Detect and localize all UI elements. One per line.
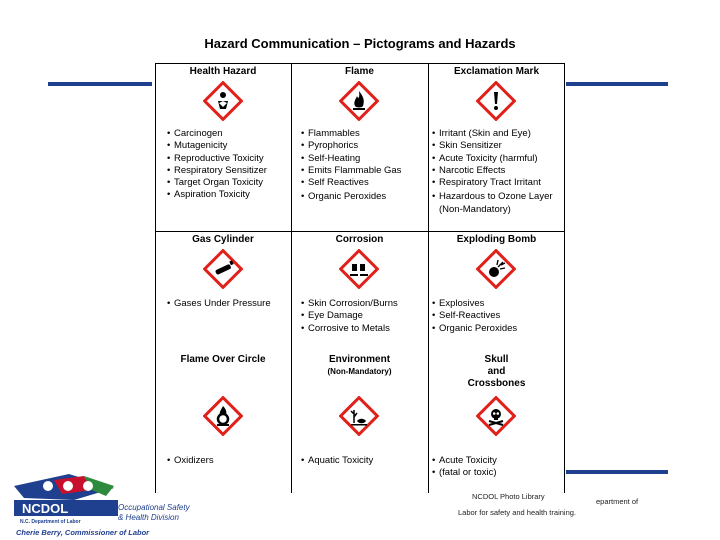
hazard-item: • Hazardous to Ozone Layer (Non-Mandatory) [432,191,557,216]
cell-skull-and-crossbones [428,349,565,493]
page-title: Hazard Communication – Pictograms and Hazards [204,36,516,51]
hazard-list [432,455,497,480]
cell-title-line: Crossbones [467,378,526,389]
hazard-item: • Gases Under Pressure [167,298,271,310]
hazard-item: • Self-Heating [301,153,401,165]
flame-over-circle-icon [203,396,243,436]
hazard-item: • Explosives [432,298,517,310]
hazard-item: • Target Organ Toxicity [167,177,267,189]
health-hazard-icon [203,81,243,121]
cell-title: Flame Over Circle [180,354,266,365]
ncdol-logo [14,466,214,538]
hazard-item: • Irritant (Skin and Eye) [432,128,557,140]
hazard-list [301,128,401,204]
hazard-item: • Aspiration Toxicity [167,189,267,201]
cell-title: Health Hazard [189,66,257,77]
hazard-list [432,298,517,335]
hazard-item: • Skin Sensitizer [432,140,557,152]
pictogram-grid [155,63,565,493]
corrosion-icon [339,249,379,289]
hazard-item: • Carcinogen [167,128,267,140]
hazard-item: • Acute Toxicity (harmful) [432,153,557,165]
environment-icon [339,396,379,436]
hazard-item: • Organic Peroxides [301,191,401,203]
cell-flame [291,63,428,231]
cell-gas-cylinder [155,231,291,349]
division-line-1: Occupational Safety [118,503,190,512]
division-line-2: & Health Division [118,513,179,522]
hazard-list [432,128,557,216]
hazard-item: • Respiratory Sensitizer [167,165,267,177]
hazard-item: • Narcotic Effects [432,165,557,177]
hazard-item-continuation: • (fatal or toxic) [432,467,497,479]
header-bar-left [48,82,152,86]
cell-exclamation-mark [428,63,565,231]
gas-cylinder-icon [203,249,243,289]
hazard-item: • Reproductive Toxicity [167,153,267,165]
flame-icon [339,81,379,121]
hazard-item: • Skin Corrosion/Burns [301,298,398,310]
exploding-bomb-icon [476,249,516,289]
cell-environment [291,349,428,493]
skull-and-crossbones-icon [476,396,516,436]
credit-right: epartment of [596,497,639,506]
logo-subtext: N.C. Department of Labor [20,519,81,525]
cell-title: Flame [345,66,374,77]
cell-subtitle: (Non-Mandatory) [327,367,392,376]
cell-title-line: Skull [484,354,509,365]
cell-title: Corrosion [335,234,384,245]
hazard-list [301,455,373,467]
footer-bar-right [566,470,668,474]
hazard-item: • Mutagenicity [167,140,267,152]
exclamation-mark-icon [476,81,516,121]
hazard-item: • Aquatic Toxicity [301,455,373,467]
photo-credit: NCDOL Photo Library [472,492,545,501]
cell-title: Exploding Bomb [456,234,537,245]
logo-text: NCDOL [22,501,69,516]
cell-title-line: and [487,366,506,377]
hazard-item: • Corrosive to Metals [301,323,398,335]
hazard-item: • Self-Reactives [432,310,517,322]
hazard-item: • Self Reactives [301,177,401,189]
hazard-list [301,298,398,335]
hazard-list [167,128,267,202]
cell-title-text: Environment [328,354,391,365]
hazard-item: • Oxidizers [167,455,214,467]
hazard-item: • Acute Toxicity [432,455,497,467]
cell-title [291,354,428,378]
hazard-item: • Respiratory Tract Irritant [432,177,557,189]
hazard-item: • Emits Flammable Gas [301,165,401,177]
hazard-item: • Organic Peroxides [432,323,517,335]
cell-corrosion [291,231,428,349]
hazard-list [167,298,271,310]
credit-line-2: Labor for safety and health training. [458,508,576,517]
cell-title: Gas Cylinder [192,234,254,245]
hazard-item: • Flammables [301,128,401,140]
cell-health-hazard [155,63,291,231]
commissioner-line: Cherie Berry, Commissioner of Labor [16,528,150,537]
header-bar-right [566,82,668,86]
hazard-item: • Eye Damage [301,310,398,322]
hazard-item: • Pyrophorics [301,140,401,152]
cell-exploding-bomb [428,231,565,349]
cell-title [428,354,565,390]
cell-title: Exclamation Mark [453,66,540,77]
